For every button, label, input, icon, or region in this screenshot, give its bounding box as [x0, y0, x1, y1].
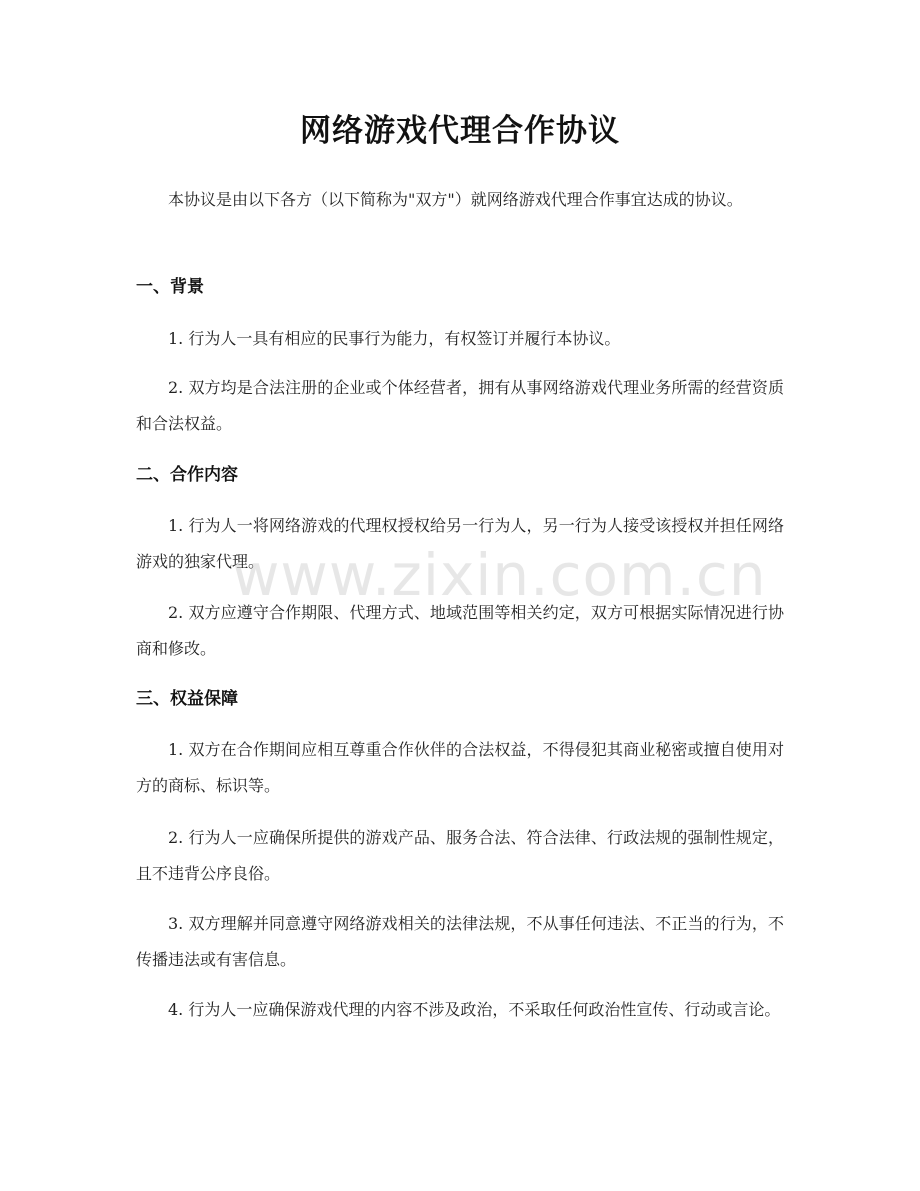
background-item-2: 2. 双方均是合法注册的企业或个体经营者，拥有从事网络游戏代理业务所需的经营资质和合法权益。: [136, 378, 784, 433]
cooperation-item-2: 2. 双方应遵守合作期限、代理方式、地域范围等相关约定，双方可根据实际情况进行协商和修改。: [136, 603, 784, 658]
watermark-text: www.zixin.com.cn: [232, 541, 767, 609]
background-item-1: 1. 行为人一具有相应的民事行为能力，有权签订并履行本协议。: [168, 329, 621, 348]
rights-item-4: 4. 行为人一应确保游戏代理的内容不涉及政治，不采取任何政治性宣传、行动或言论。: [168, 1000, 781, 1019]
document-title: 网络游戏代理合作协议: [300, 113, 620, 149]
intro-paragraph: 本协议是由以下各方（以下简称为"双方"）就网络游戏代理合作事宜达成的协议。: [168, 190, 743, 209]
cooperation-item-1: 1. 行为人一将网络游戏的代理权授权给另一行为人，另一行为人接受该授权并担任网络游戏的独家代理。: [136, 516, 784, 571]
rights-item-1: 1. 双方在合作期间应相互尊重合作伙伴的合法权益，不得侵犯其商业秘密或擅自使用对方的商标、标识等。: [136, 740, 784, 795]
section-heading-rights: 三、权益保障: [136, 689, 238, 709]
section-heading-cooperation: 二、合作内容: [136, 465, 238, 485]
rights-item-3: 3. 双方理解并同意遵守网络游戏相关的法律法规，不从事任何违法、不正当的行为，不传播违法或有害信息。: [136, 914, 784, 969]
rights-item-2: 2. 行为人一应确保所提供的游戏产品、服务合法、符合法律、行政法规的强制性规定，且不违背公序良俗。: [136, 828, 784, 883]
section-heading-background: 一、背景: [136, 277, 204, 297]
